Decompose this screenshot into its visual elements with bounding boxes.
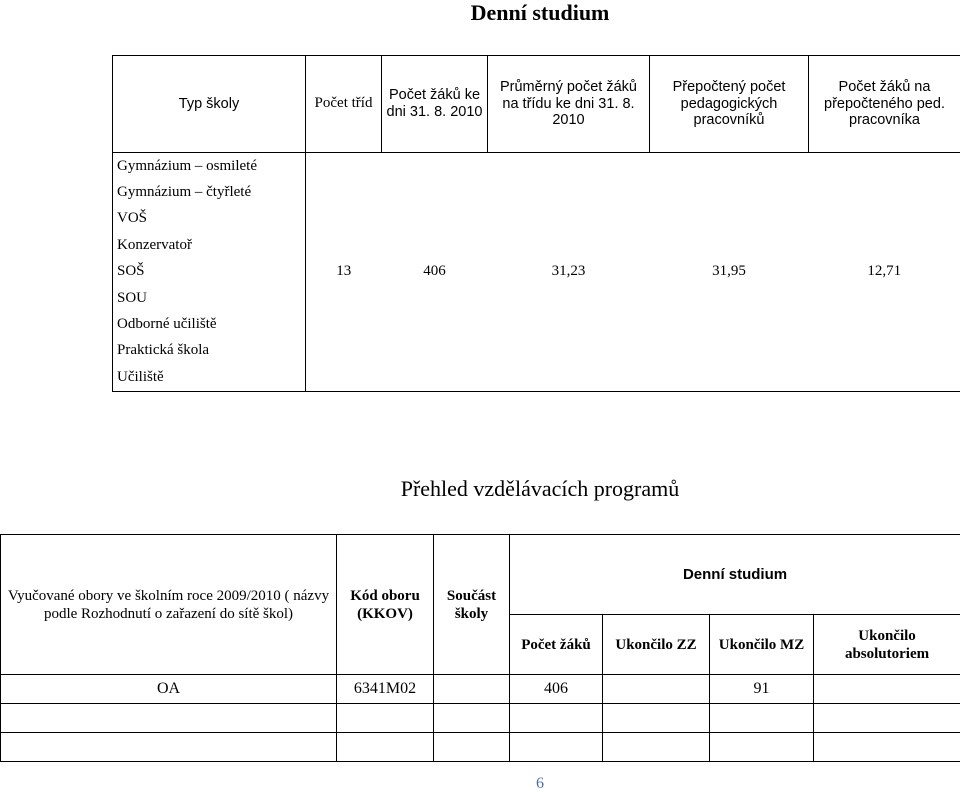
table-row bbox=[113, 206, 960, 232]
cell-obor: OA bbox=[1, 675, 337, 704]
cell bbox=[650, 206, 809, 232]
row-label: Gymnázium – čtyřleté bbox=[113, 179, 306, 205]
table-row bbox=[113, 311, 960, 337]
cell bbox=[650, 232, 809, 258]
row-label: Konzervatoř bbox=[113, 232, 306, 258]
header-obory: Vyučované obory ve školním roce 2009/2010 ( názvy podle Rozhodnutí o zařazení do sítě škol) bbox=[1, 535, 337, 675]
cell: 406 bbox=[423, 263, 446, 280]
cell bbox=[809, 364, 960, 391]
header-soucast-skoly: Součást školy bbox=[434, 535, 510, 675]
header-ukoncilo-mz: Ukončilo MZ bbox=[710, 615, 814, 675]
header-kod-oboru: Kód oboru (KKOV) bbox=[337, 535, 434, 675]
cell bbox=[809, 206, 960, 232]
cell bbox=[306, 338, 382, 364]
cell bbox=[650, 338, 809, 364]
cell-kod bbox=[337, 733, 434, 762]
cell bbox=[809, 285, 960, 311]
cell bbox=[488, 285, 650, 311]
cell bbox=[382, 179, 488, 205]
cell bbox=[488, 364, 650, 391]
cell bbox=[650, 364, 809, 391]
cell bbox=[306, 153, 382, 180]
table-row bbox=[113, 179, 960, 205]
header-prumerny-pocet: Průměrný počet žáků na třídu ke dni 31. 8. 2010 bbox=[488, 56, 650, 153]
cell-kod bbox=[337, 704, 434, 733]
cell-soucast bbox=[434, 675, 510, 704]
cell-kod: 6341M02 bbox=[337, 675, 434, 704]
cell bbox=[306, 364, 382, 391]
row-label: Odborné učiliště bbox=[113, 311, 306, 337]
table-row bbox=[113, 364, 960, 391]
cell bbox=[306, 285, 382, 311]
cell bbox=[809, 153, 960, 180]
cell: 12,71 bbox=[809, 259, 960, 285]
cell-obor bbox=[1, 733, 337, 762]
header-prepocteny-pocet: Přepočtený počet pedagogických pracovníků bbox=[650, 56, 809, 153]
table-row bbox=[113, 338, 960, 364]
row-label: SOU bbox=[113, 285, 306, 311]
table-row bbox=[113, 232, 960, 258]
cell bbox=[809, 179, 960, 205]
cell-obor bbox=[1, 704, 337, 733]
cell bbox=[306, 206, 382, 232]
table-row bbox=[113, 153, 960, 180]
cell-abs bbox=[814, 704, 960, 733]
cell bbox=[488, 153, 650, 180]
table-header-row bbox=[1, 535, 960, 615]
table-row bbox=[113, 259, 960, 285]
row-label: Gymnázium – osmileté bbox=[113, 153, 306, 180]
cell-pocet bbox=[510, 704, 603, 733]
cell: 13 bbox=[306, 259, 382, 285]
cell bbox=[488, 311, 650, 337]
header-zaku-na-pracovnika: Počet žáků na přepočteného ped. pracovníka bbox=[809, 56, 960, 153]
cell-abs bbox=[814, 675, 960, 704]
cell-zz bbox=[603, 733, 710, 762]
cell bbox=[809, 232, 960, 258]
header-pocet-zaku: Počet žáků ke dni 31. 8. 2010 bbox=[382, 56, 488, 153]
cell bbox=[306, 311, 382, 337]
cell-zz bbox=[603, 675, 710, 704]
table-row bbox=[1, 675, 960, 704]
cell bbox=[488, 338, 650, 364]
cell bbox=[382, 285, 488, 311]
section-title: Přehled vzdělávacích programů bbox=[400, 476, 680, 501]
cell bbox=[809, 311, 960, 337]
header-ukoncilo-zz: Ukončilo ZZ bbox=[603, 615, 710, 675]
table-row bbox=[1, 704, 960, 733]
cell bbox=[650, 153, 809, 180]
table-header-row bbox=[113, 56, 960, 153]
page-title: Denní studium bbox=[470, 0, 610, 25]
header-denni-studium: Denní studium bbox=[510, 535, 960, 615]
cell-pocet bbox=[510, 733, 603, 762]
cell bbox=[382, 311, 488, 337]
cell-abs bbox=[814, 733, 960, 762]
cell bbox=[382, 338, 488, 364]
school-type-table bbox=[112, 55, 960, 392]
row-label: VOŠ bbox=[113, 206, 306, 232]
cell bbox=[650, 311, 809, 337]
cell bbox=[306, 232, 382, 258]
page-number: 6 bbox=[536, 775, 544, 792]
cell: 31,23 bbox=[551, 263, 586, 280]
cell: 31,95 bbox=[712, 263, 746, 280]
table-row bbox=[113, 285, 960, 311]
cell bbox=[650, 179, 809, 205]
cell bbox=[382, 364, 488, 391]
cell-zz bbox=[603, 704, 710, 733]
header-pocet-trid: Počet tříd bbox=[306, 56, 382, 153]
cell bbox=[382, 232, 488, 258]
header-ukoncilo-absolutoriem: Ukončilo absolutoriem bbox=[814, 615, 960, 675]
cell-soucast bbox=[434, 733, 510, 762]
cell bbox=[382, 206, 488, 232]
cell bbox=[809, 338, 960, 364]
cell bbox=[488, 179, 650, 205]
cell bbox=[488, 206, 650, 232]
row-label: Učiliště bbox=[113, 364, 306, 391]
cell-pocet: 406 bbox=[510, 675, 603, 704]
cell bbox=[650, 285, 809, 311]
row-label: Praktická škola bbox=[113, 338, 306, 364]
table-row bbox=[1, 733, 960, 762]
cell bbox=[382, 153, 488, 180]
cell bbox=[306, 179, 382, 205]
cell bbox=[488, 232, 650, 258]
header-pocet-zaku: Počet žáků bbox=[510, 615, 603, 675]
cell-mz: 91 bbox=[710, 675, 814, 704]
cell-mz bbox=[710, 704, 814, 733]
programs-table bbox=[0, 534, 960, 762]
cell-mz bbox=[710, 733, 814, 762]
cell-soucast bbox=[434, 704, 510, 733]
header-typ-skoly: Typ školy bbox=[113, 56, 306, 153]
row-label: SOŠ bbox=[113, 259, 306, 285]
